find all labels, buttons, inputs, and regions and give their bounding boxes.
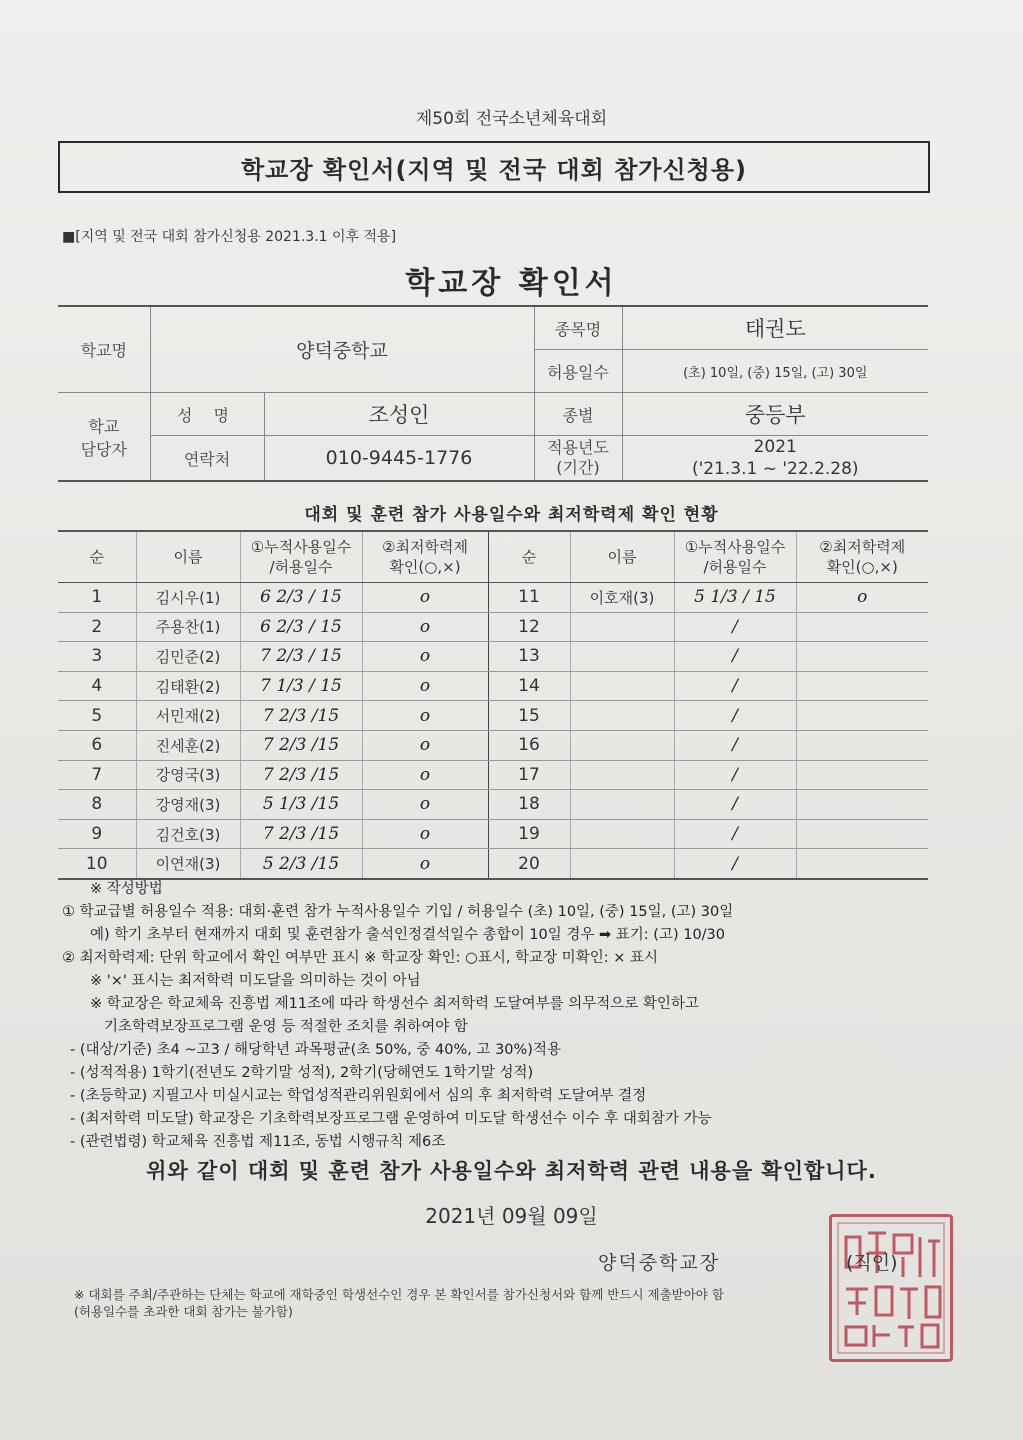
- allowed-days-value: (초) 10일, (중) 15일, (고) 30일: [622, 350, 928, 393]
- header-days-right: [674, 531, 796, 583]
- manager-label: [58, 393, 150, 482]
- row-no-right: 16: [488, 730, 570, 760]
- event-name: 제50회 전국소년체육대회: [415, 109, 608, 129]
- period-label-line1: 적용년도: [547, 438, 609, 457]
- school-name-label: 학교명: [58, 306, 150, 393]
- row-check: o: [362, 730, 488, 760]
- table-row: [58, 612, 928, 642]
- header-days-right-line1: ①누적사용일수: [684, 538, 786, 556]
- row-days: 7 1/3 / 15: [240, 671, 362, 701]
- row-name: 진세훈(2): [136, 730, 240, 760]
- period-range: ('21.3.1 ~ '22.2.28): [691, 459, 859, 479]
- allowed-days-label: 허용일수: [534, 350, 622, 393]
- row-no-right: 19: [488, 819, 570, 849]
- row-check: o: [362, 671, 488, 701]
- row-days: 7 2/3 /15: [240, 819, 362, 849]
- sport-value: 태권도: [622, 306, 928, 350]
- header-days: [240, 531, 362, 583]
- instruction-2a: ※ '×' 표시는 최저학력 미도달을 의미하는 것이 아님: [90, 973, 421, 989]
- row-no: 2: [58, 612, 136, 642]
- row-check-right: o: [796, 583, 928, 613]
- row-no-right: 18: [488, 790, 570, 820]
- detail-2: - (성적적용) 1학기(전년도 2학기말 성적), 2학기(당해연도 1학기말 성적): [70, 1065, 534, 1081]
- period-year: 2021: [753, 437, 797, 457]
- subheader: ■[지역 및 전국 대회 참가신청용 2021.3.1 이후 적용]: [62, 229, 397, 245]
- category-label: 종별: [534, 393, 622, 436]
- table-row: [58, 583, 928, 613]
- row-check-right: [796, 730, 928, 760]
- row-check-right: [796, 642, 928, 672]
- header-academic-line2: 확인(○,×): [389, 558, 461, 576]
- detail-5: - (관련법령) 학교체육 진흥법 제11조, 동법 시행규칙 제6조: [70, 1134, 446, 1150]
- header-days-line2: /허용일수: [269, 558, 333, 576]
- confirmation-statement: 위와 같이 대회 및 훈련 참가 사용일수와 최저학력 관련 내용을 확인합니다.: [146, 1159, 877, 1183]
- instructions-heading: ※ 작성방법: [90, 881, 163, 897]
- row-name-right: [570, 760, 674, 790]
- row-no-right: 17: [488, 760, 570, 790]
- manager-name-value: 조성인: [264, 393, 534, 436]
- row-name: 김시우(1): [136, 583, 240, 613]
- row-no: 9: [58, 819, 136, 849]
- period-label-line2: (기간): [556, 458, 600, 477]
- footnote-line1: ※ 대회를 주최/주관하는 단체는 학교에 재학중인 학생선수인 경우 본 확인서를 참가신청서와 함께 반드시 제출받아야 함: [74, 1287, 724, 1302]
- table-row: [58, 671, 928, 701]
- row-check: o: [362, 790, 488, 820]
- instruction-1b: 예) 학기 초부터 현재까지 대회 및 훈련참가 출석인정결석일수 총합이 10일 경우 ➡ 표기: (고) 10/30: [90, 927, 726, 943]
- header-academic-right: [796, 531, 928, 583]
- row-name-right: [570, 819, 674, 849]
- row-check: o: [362, 701, 488, 731]
- row-no: 6: [58, 730, 136, 760]
- row-days-right: /: [674, 849, 796, 879]
- row-name: 이연재(3): [136, 849, 240, 879]
- row-check-right: [796, 671, 928, 701]
- row-no-right: 13: [488, 642, 570, 672]
- footnote: [74, 1286, 904, 1320]
- period-label: [534, 436, 622, 482]
- manager-label-line1: 학교: [88, 416, 120, 436]
- manager-name-label: 성 명: [150, 393, 264, 436]
- row-days-right: /: [674, 671, 796, 701]
- document-title-box: [58, 141, 930, 193]
- detail-4: - (최저학력 미도달) 학교장은 기초학력보장프로그램 운영하여 미도달 학생선수 이수 후 대회참가 가능: [70, 1111, 712, 1127]
- row-check: o: [362, 819, 488, 849]
- detail-3: - (초등학교) 지필고사 미실시교는 학업성적관리위원회에서 심의 후 최저학력 도달여부 결정: [70, 1088, 647, 1104]
- period-value: [622, 436, 928, 482]
- row-no: 3: [58, 642, 136, 672]
- header-academic-right-line1: ②최저학력제: [819, 538, 906, 556]
- row-name-right: [570, 701, 674, 731]
- row-no: 1: [58, 583, 136, 613]
- row-name: 강영국(3): [136, 760, 240, 790]
- row-check: o: [362, 760, 488, 790]
- row-name-right: 이호재(3): [570, 583, 674, 613]
- header-days-line1: ①누적사용일수: [250, 538, 352, 556]
- table-row: [58, 790, 928, 820]
- header-name-right: 이름: [570, 531, 674, 583]
- row-name-right: [570, 671, 674, 701]
- row-days: 5 1/3 /15: [240, 790, 362, 820]
- header-no-right: 순: [488, 531, 570, 583]
- row-name-right: [570, 642, 674, 672]
- instruction-2: ② 최저학력제: 단위 학교에서 확인 여부만 표시 ※ 학교장 확인: ○표시, 학교장 미확인: × 표시: [62, 950, 658, 966]
- athlete-table: [58, 530, 928, 880]
- row-check-right: [796, 790, 928, 820]
- principal-name: 양덕중학교장: [598, 1252, 721, 1274]
- row-days-right: 5 1/3 / 15: [674, 583, 796, 613]
- row-check-right: [796, 819, 928, 849]
- school-name-value: 양덕중학교: [150, 306, 534, 393]
- header-name: 이름: [136, 531, 240, 583]
- table-row: [58, 760, 928, 790]
- row-days-right: /: [674, 819, 796, 849]
- school-info-table: [58, 305, 928, 482]
- row-no-right: 12: [488, 612, 570, 642]
- row-no: 7: [58, 760, 136, 790]
- header-academic-right-line2: 확인(○,×): [826, 558, 898, 576]
- row-days-right: /: [674, 790, 796, 820]
- row-days: 7 2/3 / 15: [240, 642, 362, 672]
- contact-label: 연락처: [150, 436, 264, 482]
- row-days: 7 2/3 /15: [240, 760, 362, 790]
- row-name-right: [570, 730, 674, 760]
- row-no: 10: [58, 849, 136, 879]
- row-check-right: [796, 612, 928, 642]
- instructions: [62, 878, 942, 1154]
- row-check-right: [796, 760, 928, 790]
- row-name: 강영재(3): [136, 790, 240, 820]
- row-no: 8: [58, 790, 136, 820]
- seal-label: (직인): [846, 1252, 898, 1274]
- row-no-right: 20: [488, 849, 570, 879]
- row-days-right: /: [674, 760, 796, 790]
- sport-label: 종목명: [534, 306, 622, 350]
- manager-label-line2: 담당자: [80, 439, 127, 459]
- instruction-1a: ① 학교급별 허용일수 적용: 대회·훈련 참가 누적사용일수 기입 / 허용일수 (초) 10일, (중) 15일, (고) 30일: [62, 904, 734, 920]
- row-no-right: 11: [488, 583, 570, 613]
- contact-value: 010-9445-1776: [264, 436, 534, 482]
- category-value: 중등부: [622, 393, 928, 436]
- row-name-right: [570, 790, 674, 820]
- row-days: 6 2/3 / 15: [240, 612, 362, 642]
- row-name: 주용찬(1): [136, 612, 240, 642]
- row-check: o: [362, 612, 488, 642]
- row-name-right: [570, 849, 674, 879]
- row-no-right: 14: [488, 671, 570, 701]
- row-name: 김건호(3): [136, 819, 240, 849]
- instruction-2b: ※ 학교장은 학교체육 진흥법 제11조에 따라 학생선수 최저학력 도달여부를 의무적으로 확인하고: [90, 996, 699, 1012]
- header-academic: [362, 531, 488, 583]
- row-days-right: /: [674, 701, 796, 731]
- row-days-right: /: [674, 730, 796, 760]
- row-no: 4: [58, 671, 136, 701]
- table-row: [58, 819, 928, 849]
- footnote-line2: (허용일수를 초과한 대회 참가는 불가함): [74, 1304, 293, 1319]
- table-row: [58, 642, 928, 672]
- row-check: o: [362, 583, 488, 613]
- main-title: 학교장 확인서: [405, 266, 618, 301]
- header-days-right-line2: /허용일수: [703, 558, 767, 576]
- row-days-right: /: [674, 642, 796, 672]
- row-no: 5: [58, 701, 136, 731]
- row-check: o: [362, 849, 488, 879]
- row-days: 5 2/3 /15: [240, 849, 362, 879]
- row-days: 6 2/3 / 15: [240, 583, 362, 613]
- row-days-right: /: [674, 612, 796, 642]
- row-name-right: [570, 612, 674, 642]
- document-title: 학교장 확인서(지역 및 전국 대회 참가신청용): [240, 155, 748, 184]
- row-days: 7 2/3 /15: [240, 730, 362, 760]
- row-name: 김민준(2): [136, 642, 240, 672]
- row-check-right: [796, 701, 928, 731]
- detail-1: - (대상/기준) 초4 ~고3 / 해당학년 과목평균(초 50%, 중 40%, 고 30%)적용: [70, 1042, 561, 1058]
- table-header-row: [58, 531, 928, 583]
- row-no-right: 15: [488, 701, 570, 731]
- row-check-right: [796, 849, 928, 879]
- row-name: 김태환(2): [136, 671, 240, 701]
- header-academic-line1: ②최저학력제: [382, 538, 468, 556]
- row-check: o: [362, 642, 488, 672]
- signature-date: 2021년 09월 09일: [425, 1204, 598, 1228]
- table-row: [58, 701, 928, 731]
- status-title: 대회 및 훈련 참가 사용일수와 최저학력제 확인 현황: [304, 505, 719, 525]
- table-row: [58, 849, 928, 879]
- row-days: 7 2/3 /15: [240, 701, 362, 731]
- row-name: 서민재(2): [136, 701, 240, 731]
- instruction-2c: 기초학력보장프로그램 운영 등 적절한 조치를 취하여야 함: [104, 1019, 468, 1035]
- header-no: 순: [58, 531, 136, 583]
- table-row: [58, 730, 928, 760]
